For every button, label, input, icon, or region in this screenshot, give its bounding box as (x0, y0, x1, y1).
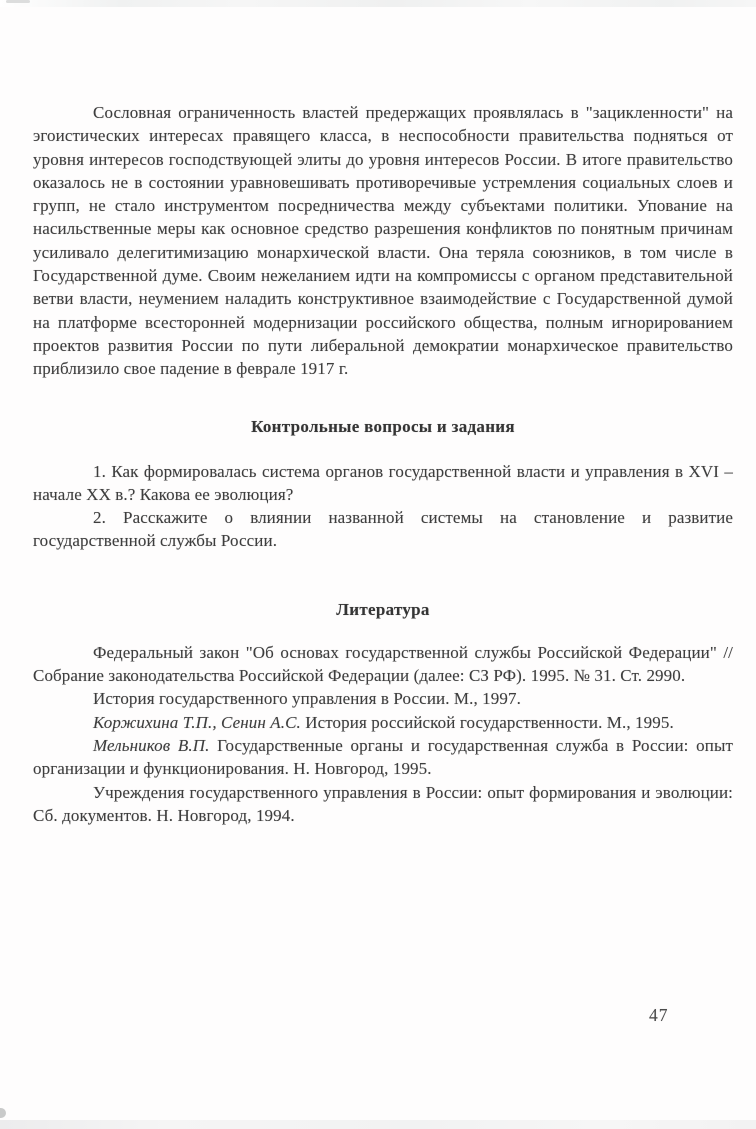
literature-heading: Литература (336, 599, 430, 619)
question-item-1: 1. Как формировалась система органов государственной власти и управления в XVI – начале XX в.? Какова ее эволюция? (33, 461, 733, 504)
questions-heading: Контрольные вопросы и задания (251, 416, 515, 436)
scan-artifact-top-left-mark (6, 0, 30, 3)
literature-entry-5: Учреждения государственного управления в России: опыт формирования и эволюции: Сб. документов. Н. Новгород, 1994. (33, 782, 733, 825)
main-paragraph: Сословная ограниченность властей предержащих проявлялась в "зацикленности" на эгоистических интересах правящего класса, в неспособности правительства подняться от уровня интересов господствующей элиты до уровня интересов России. В итоге правительство оказалось не в состоянии уравновешивать противоречивые устремления социальных слоев и групп, не стало инструментом посредничества между субъектами политики. Упование на насильственные меры как основное средство разрешения конфликтов по понятным причинам усиливало делегитимизацию монархической власти. Она теряла союзников, в том числе в Государственной думе. Своим нежеланием идти на компромиссы с органом представительной ветви власти, неумением наладить конструктивное взаимодействие с Государственной думой на платформе всесторонней модернизации российского общества, полным игнорированием проектов развития России по пути либеральной демократии монархическое правительство приблизило свое падение в феврале 1917 г. (33, 103, 733, 379)
literature-entry-1: Федеральный закон "Об основах государственной службы Российской Федерации" // Собрание законодательства Российской Федерации (далее: СЗ РФ). 1995. № 31. Ст. 2990. (33, 642, 733, 686)
question-item-2: 2. Расскажите о влиянии названной системы на становление и развитие государственной службы России. (33, 508, 733, 551)
literature-entry-4-text: Государственные органы и государственная служба в России: опыт организации и функционирования. Н. Новгород, 1995. (33, 735, 733, 779)
scan-artifact-bottom-edge (0, 1120, 756, 1129)
page-number: 47 (649, 1005, 669, 1025)
scan-artifact-bottom-left-speck (0, 1108, 6, 1118)
literature-entry-3-authors: Коржихина Т.П., Сенин А.С. (93, 712, 301, 732)
literature-entry-2: История государственного управления в России. М., 1997. (93, 689, 521, 709)
literature-entry-4 (33, 734, 733, 781)
literature-entry-3 (33, 711, 733, 734)
literature-entry-3-text: История российской государственности. М., 1995. (305, 712, 674, 732)
literature-entry-4-authors: Мельников В.П. (93, 735, 210, 755)
page-content (33, 0, 733, 827)
